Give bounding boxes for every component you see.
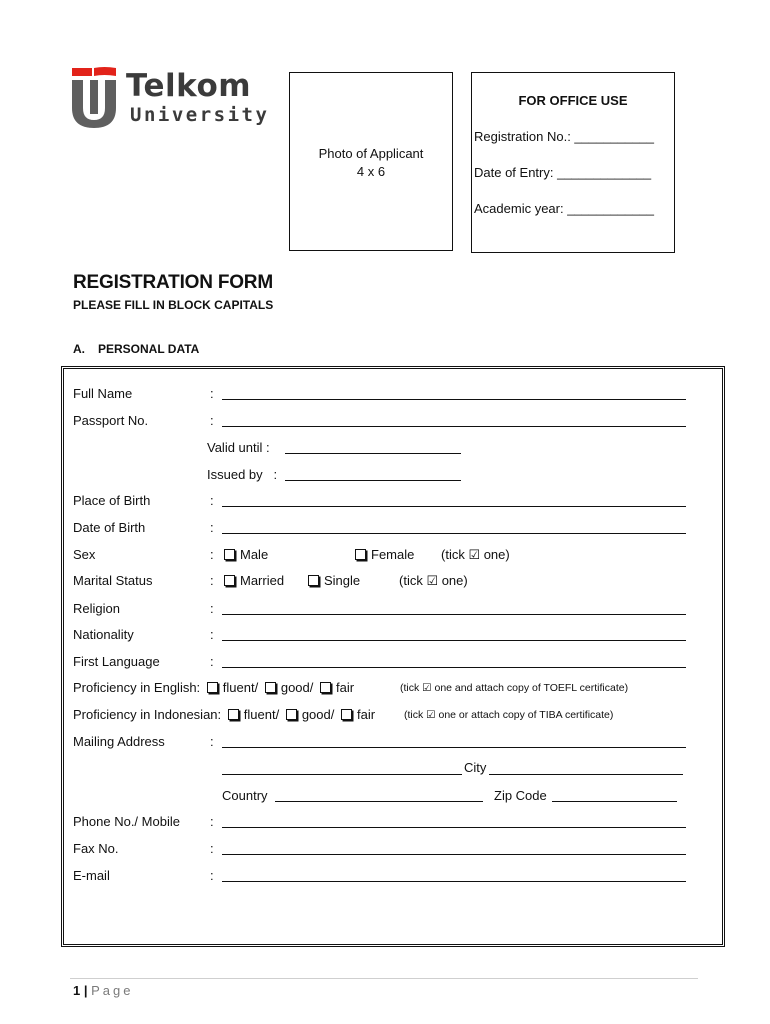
colon: : bbox=[210, 841, 214, 856]
registration-no-field: Registration No.: ___________ bbox=[474, 129, 654, 144]
sex-male-option[interactable]: Male bbox=[224, 547, 268, 562]
logo-emblem-icon bbox=[70, 66, 118, 130]
logo-text-telkom: Telkom bbox=[126, 68, 252, 104]
valid-until-label: Valid until : bbox=[207, 440, 270, 455]
phone-label: Phone No./ Mobile bbox=[73, 814, 180, 829]
colon: : bbox=[210, 868, 214, 883]
full-name-label: Full Name bbox=[73, 386, 133, 401]
academic-year-field: Academic year: ____________ bbox=[474, 201, 654, 216]
colon: : bbox=[210, 601, 214, 616]
date-of-birth-input[interactable] bbox=[222, 533, 686, 534]
sex-tick-note: (tick ☑ one) bbox=[441, 547, 510, 562]
proficiency-english-row: Proficiency in English: fluent/ good/ fair bbox=[73, 680, 355, 695]
colon: : bbox=[210, 547, 214, 562]
zip-code-label: Zip Code bbox=[494, 788, 547, 803]
page-word: Page bbox=[91, 983, 134, 998]
colon: : bbox=[210, 654, 214, 669]
nationality-label: Nationality bbox=[73, 627, 134, 642]
indonesian-good-checkbox-icon[interactable] bbox=[286, 709, 297, 720]
section-title: A. PERSONAL DATA bbox=[73, 342, 200, 356]
city-input[interactable] bbox=[489, 774, 683, 775]
english-fair-checkbox-icon[interactable] bbox=[320, 682, 331, 693]
issued-by-input[interactable] bbox=[285, 480, 461, 481]
place-of-birth-input[interactable] bbox=[222, 506, 686, 507]
page-separator: | bbox=[83, 983, 88, 998]
footer-divider bbox=[70, 978, 698, 979]
english-good-checkbox-icon[interactable] bbox=[265, 682, 276, 693]
form-subtitle: PLEASE FILL IN BLOCK CAPITALS bbox=[73, 298, 274, 312]
passport-no-label: Passport No. bbox=[73, 413, 149, 428]
colon: : bbox=[210, 386, 214, 401]
date-of-birth-label: Date of Birth bbox=[73, 520, 146, 535]
first-language-label: First Language bbox=[73, 654, 160, 669]
marital-status-label: Marital Status bbox=[73, 573, 153, 588]
office-use-title: FOR OFFICE USE bbox=[518, 93, 628, 108]
colon: : bbox=[210, 520, 214, 535]
date-of-entry-field: Date of Entry: _____________ bbox=[474, 165, 652, 180]
indonesian-fair-checkbox-icon[interactable] bbox=[341, 709, 352, 720]
english-fluent-checkbox-icon[interactable] bbox=[207, 682, 218, 693]
page-number: 1 bbox=[73, 983, 81, 998]
checkbox-icon[interactable] bbox=[224, 575, 235, 586]
country-input[interactable] bbox=[275, 801, 483, 802]
marital-married-option[interactable]: Married bbox=[224, 573, 284, 588]
checkbox-icon[interactable] bbox=[355, 549, 366, 560]
colon: : bbox=[210, 573, 214, 588]
colon: : bbox=[210, 627, 214, 642]
checkbox-icon[interactable] bbox=[308, 575, 319, 586]
english-note: (tick ☑ one and attach copy of TOEFL certificate) bbox=[400, 682, 629, 694]
passport-no-input[interactable] bbox=[222, 426, 686, 427]
fax-label: Fax No. bbox=[73, 841, 119, 856]
email-input[interactable] bbox=[222, 881, 686, 882]
first-language-input[interactable] bbox=[222, 667, 686, 668]
zip-code-input[interactable] bbox=[552, 801, 677, 802]
mailing-address-input[interactable] bbox=[222, 747, 686, 748]
issued-by-label: Issued by : bbox=[207, 467, 278, 482]
phone-input[interactable] bbox=[222, 827, 686, 828]
telkom-university-logo bbox=[70, 66, 270, 130]
full-name-input[interactable] bbox=[222, 399, 686, 400]
colon: : bbox=[210, 493, 214, 508]
email-label: E-mail bbox=[73, 868, 110, 883]
city-label: City bbox=[464, 760, 487, 775]
colon: : bbox=[210, 734, 214, 749]
mailing-address-label: Mailing Address bbox=[73, 734, 165, 749]
colon: : bbox=[210, 413, 214, 428]
marital-single-option[interactable]: Single bbox=[308, 573, 360, 588]
nationality-input[interactable] bbox=[222, 640, 686, 641]
valid-until-input[interactable] bbox=[285, 453, 461, 454]
sex-label: Sex bbox=[73, 547, 96, 562]
fax-input[interactable] bbox=[222, 854, 686, 855]
place-of-birth-label: Place of Birth bbox=[73, 493, 151, 508]
indonesian-note: (tick ☑ one or attach copy of TIBA certificate) bbox=[404, 709, 614, 721]
form-title: REGISTRATION FORM bbox=[73, 272, 273, 293]
marital-tick-note: (tick ☑ one) bbox=[399, 573, 468, 588]
colon: : bbox=[210, 814, 214, 829]
logo-text-university: University bbox=[130, 104, 270, 126]
country-label: Country bbox=[222, 788, 268, 803]
photo-box[interactable] bbox=[289, 72, 453, 251]
proficiency-indonesian-row: Proficiency in Indonesian: fluent/ good/ fair bbox=[73, 707, 376, 722]
address-line2-input[interactable] bbox=[222, 774, 462, 775]
office-use-box bbox=[471, 72, 675, 253]
religion-input[interactable] bbox=[222, 614, 686, 615]
photo-label: Photo of Applicant 4 x 6 bbox=[318, 146, 424, 179]
page-footer bbox=[73, 983, 134, 998]
sex-female-option[interactable]: Female bbox=[355, 547, 414, 562]
indonesian-fluent-checkbox-icon[interactable] bbox=[228, 709, 239, 720]
checkbox-icon[interactable] bbox=[224, 549, 235, 560]
religion-label: Religion bbox=[73, 601, 120, 616]
